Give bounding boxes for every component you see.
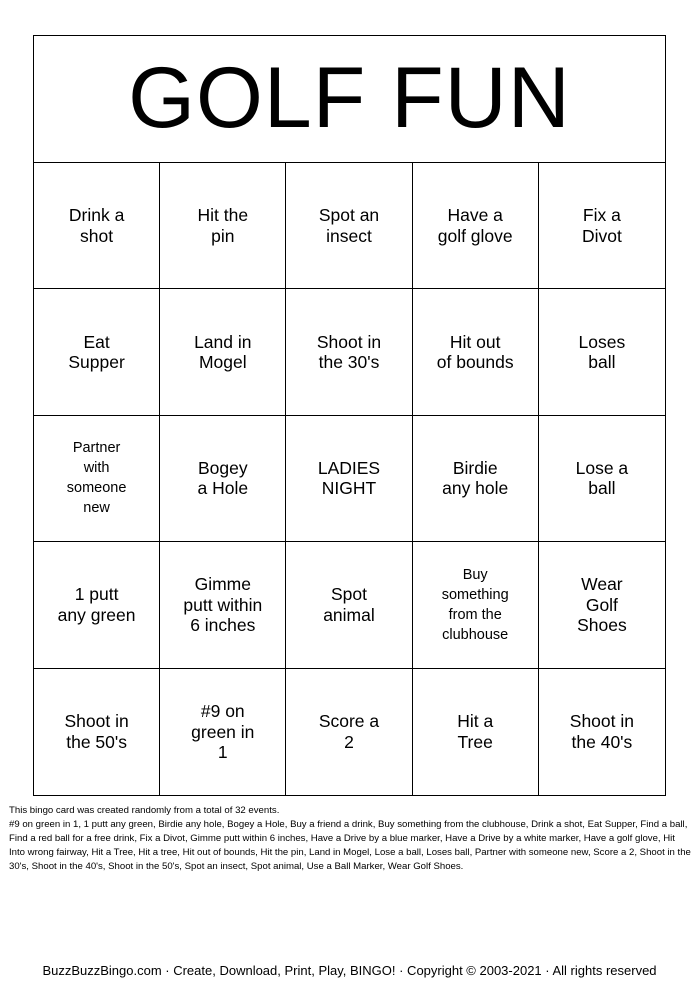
bingo-cell [539,416,665,542]
cell-text: Hit out of bounds [436,331,514,373]
event-footnote [9,804,691,874]
bingo-cell [34,163,160,289]
bingo-cell [539,163,665,289]
cell-text: Land in Mogel [194,331,252,373]
title-box [34,36,665,163]
cell-text: Bogey a Hole [197,457,249,499]
bingo-cell [160,289,286,415]
bingo-cell [34,416,160,542]
bingo-cell [413,416,539,542]
cell-text: Shoot in the 50's [64,711,129,752]
bingo-cell [413,289,539,415]
footnote-event-list: #9 on green in 1, 1 putt any green, Birdie any hole, Bogey a Hole, Buy a friend a drink, Buy something from the clubhouse, Drink a shot, Eat Supper, Find a ball, Find a red ball for a free drink, Fix a Divot, Gimme putt within 6 inches, Have a Drive by a blue marker, Have a Drive by a white marker, Have a golf glove, Hit Into wrong fairway, Hit a Tree, Hit a tree, Hit out of bounds, Hit the pin, Land in Mogel, Lose a ball, Loses ball, Partner with someone new, Score a 2, Shoot in the 30's, Shoot in the 40's, Shoot in the 50's, Spot an insect, Spot animal, Use a Ball Marker, Wear Golf Shoes. [9,819,691,872]
cell-text: Wear Golf Shoes [577,574,627,636]
bingo-cell [539,669,665,795]
footnote-intro: This bingo card was created randomly from a total of 32 events. [9,805,280,816]
bingo-cell [34,542,160,668]
cell-text: Have a golf glove [437,205,513,246]
bingo-cell [160,542,286,668]
bingo-cell [34,289,160,415]
bingo-cell [286,163,412,289]
bingo-cell [413,669,539,795]
cell-text: Loses ball [578,331,626,373]
cell-text: Hit the pin [197,205,249,246]
cell-text: Birdie any hole [442,457,509,499]
cell-text: Shoot in the 40's [569,711,634,752]
bingo-cell [160,163,286,289]
bingo-cell [286,416,412,542]
bingo-cell [539,542,665,668]
bingo-cell [413,163,539,289]
page-footer: BuzzBuzzBingo.com · Create, Download, Print, Play, BINGO! · Copyright © 2003-2021 · All rights reserved [42,963,657,978]
cell-text: Spot an insect [318,205,380,246]
cell-text: #9 on green in 1 [191,701,255,763]
cell-text: Eat Supper [68,331,125,373]
bingo-cell [286,542,412,668]
cell-text: LADIES NIGHT [317,457,381,499]
cell-text: Hit a Tree [457,711,494,752]
bingo-cell [286,289,412,415]
cell-text: 1 putt any green [57,584,136,625]
bingo-cell [286,669,412,795]
cell-text: Lose a ball [575,457,629,499]
cell-text: Fix a Divot [581,205,622,246]
cell-text: Score a 2 [318,711,380,752]
bingo-cell [34,669,160,795]
cell-text: Shoot in the 30's [316,331,382,373]
bingo-cell [160,416,286,542]
bingo-grid [34,163,665,795]
cell-text: Gimme putt within 6 inches [183,574,263,636]
cell-text: Drink a shot [68,205,125,246]
bingo-cell [160,669,286,795]
bingo-cell [413,542,539,668]
bingo-card [33,35,666,796]
cell-text: Partner with someone new [66,440,127,517]
card-title: GOLF FUN [128,50,571,146]
cell-text: Buy something from the clubhouse [441,566,509,643]
cell-text: Spot animal [323,584,375,625]
bingo-cell [539,289,665,415]
